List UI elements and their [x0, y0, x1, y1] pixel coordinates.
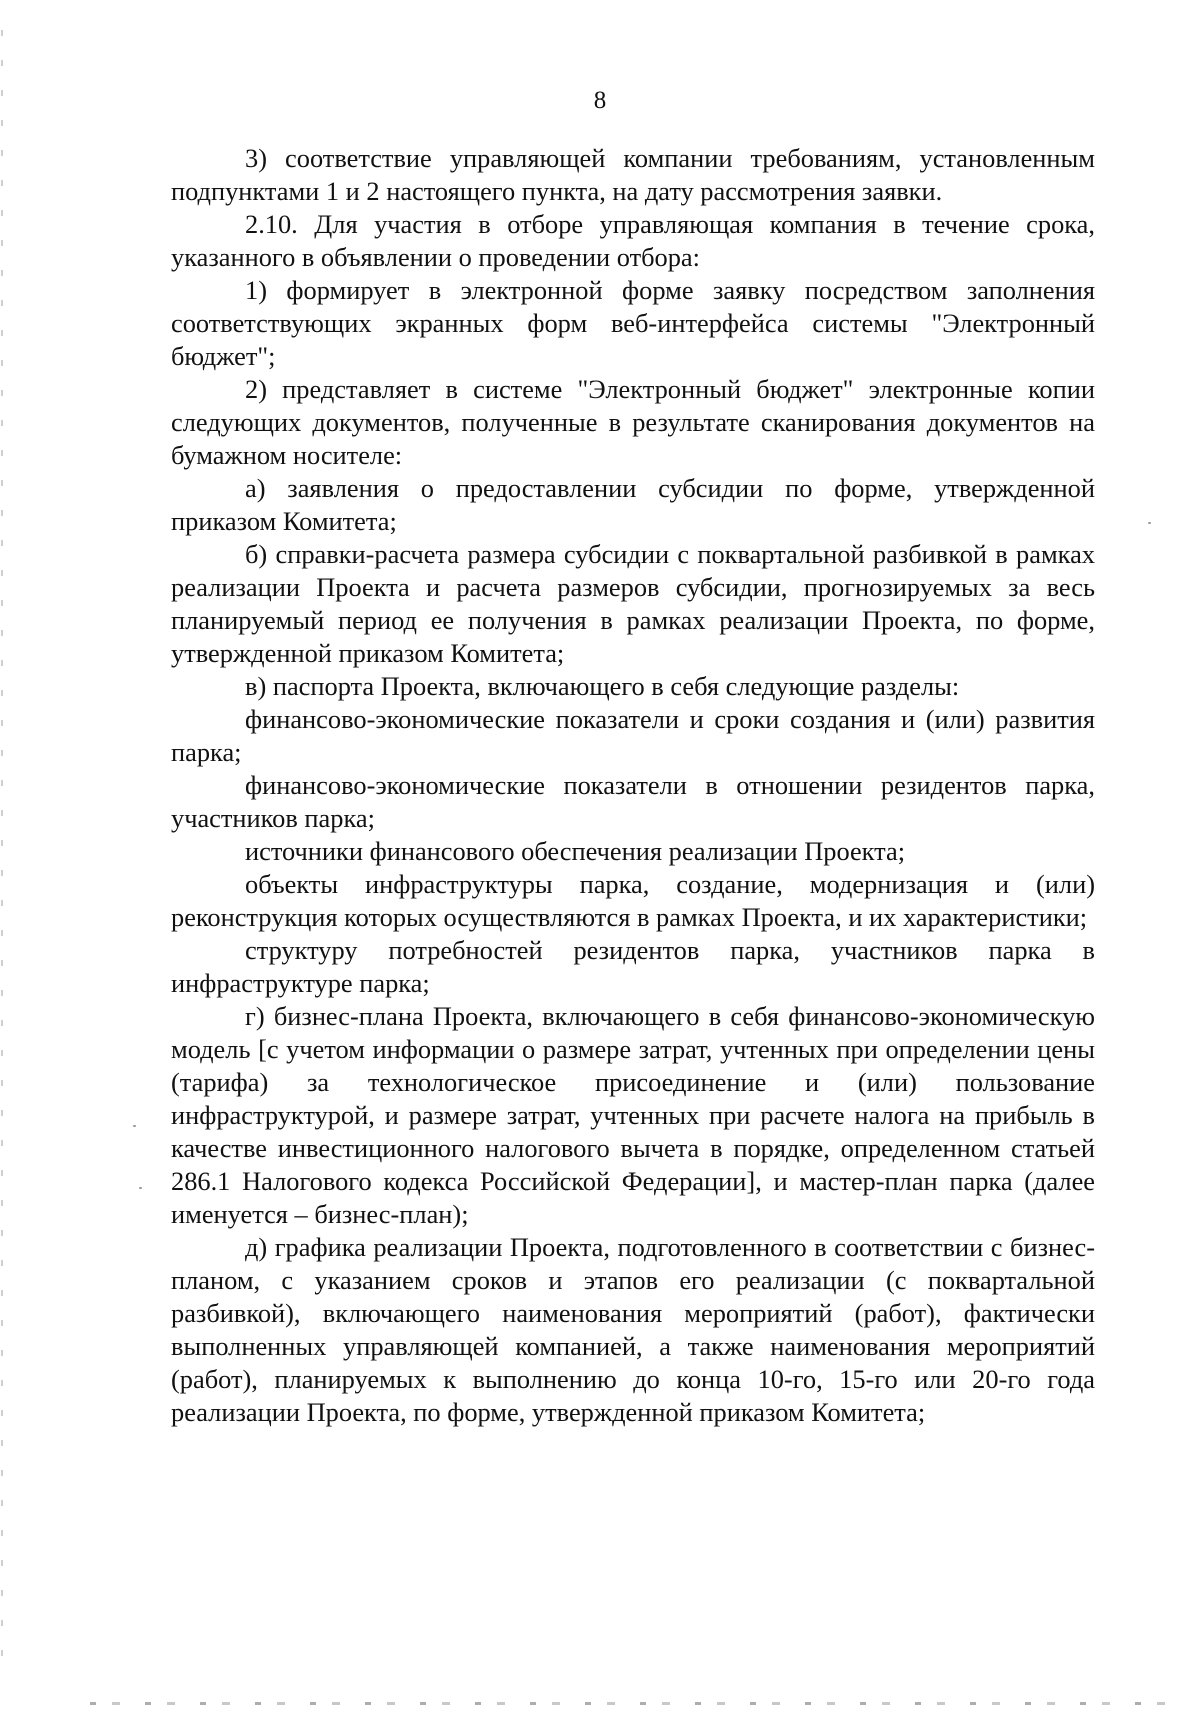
scan-speck: [133, 1125, 136, 1127]
paragraph-13: г) бизнес-плана Проекта, включающего в себя финансово-экономическую модель [с учетом информации о размере затрат, учтенных при определении цены (тарифа) за технологическое присоединение и (или) пользование инфраструктурой, и размере затрат, учтенных при расчете налога на прибыль в качестве инвестиционного налогового вычета в порядке, определенном статьей 286.1 Налогового кодекса Российской Федерации], и мастер-план парка (далее именуется – бизнес-план);: [171, 1001, 1095, 1229]
scan-edge-mark: [1, 30, 3, 1670]
paragraph-8: финансово-экономические показатели и сроки создания и (или) развития парка;: [171, 704, 1095, 767]
paragraph-5: а) заявления о предоставлении субсидии по форме, утвержденной приказом Комитета;: [171, 473, 1095, 536]
paragraph-14: д) графика реализации Проекта, подготовленного в соответствии с бизнес-планом, с указанием сроков и этапов его реализации (с поквартальной разбивкой), включающего наименования мероприятий (работ), фактически выполненных управляющей компанией, а также наименования мероприятий (работ), планируемых к выполнению до конца 10-го, 15-го или 20-го года реализации Проекта, по форме, утвержденной приказом Комитета;: [171, 1232, 1095, 1427]
paragraph-3: 1) формирует в электронной форме заявку посредством заполнения соответствующих экранных форм веб-интерфейса системы "Электронный бюджет";: [171, 275, 1095, 371]
paragraph-11: объекты инфраструктуры парка, создание, модернизация и (или) реконструкция которых осуществляются в рамках Проекта, и их характеристики;: [171, 869, 1095, 932]
paragraph-6: б) справки-расчета размера субсидии с поквартальной разбивкой в рамках реализации Проекта и расчета размеров субсидии, прогнозируемых за весь планируемый период ее получения в рамках реализации Проекта, по форме, утвержденной приказом Комитета;: [171, 539, 1095, 668]
document-body: [171, 142, 1095, 1429]
paragraph-9: финансово-экономические показатели в отношении резидентов парка, участников парка;: [171, 770, 1095, 833]
page-number: 8: [593, 87, 607, 114]
scan-speck: [1148, 522, 1151, 524]
paragraph-7: в) паспорта Проекта, включающего в себя следующие разделы:: [245, 671, 960, 701]
paragraph-1: 3) соответствие управляющей компании требованиям, установленным подпунктами 1 и 2 настоящего пункта, на дату рассмотрения заявки.: [171, 143, 1095, 206]
paragraph-2: 2.10. Для участия в отборе управляющая компания в течение срока, указанного в объявлении о проведении отбора:: [171, 209, 1095, 272]
scan-speck: [139, 1187, 142, 1189]
paragraph-4: 2) представляет в системе "Электронный бюджет" электронные копии следующих документов, полученные в результате сканирования документов на бумажном носителе:: [171, 374, 1095, 470]
paragraph-10: источники финансового обеспечения реализации Проекта;: [245, 836, 906, 866]
paragraph-12: структуру потребностей резидентов парка, участников парка в инфраструктуре парка;: [171, 935, 1095, 998]
scan-bottom-noise: [90, 1702, 1190, 1705]
